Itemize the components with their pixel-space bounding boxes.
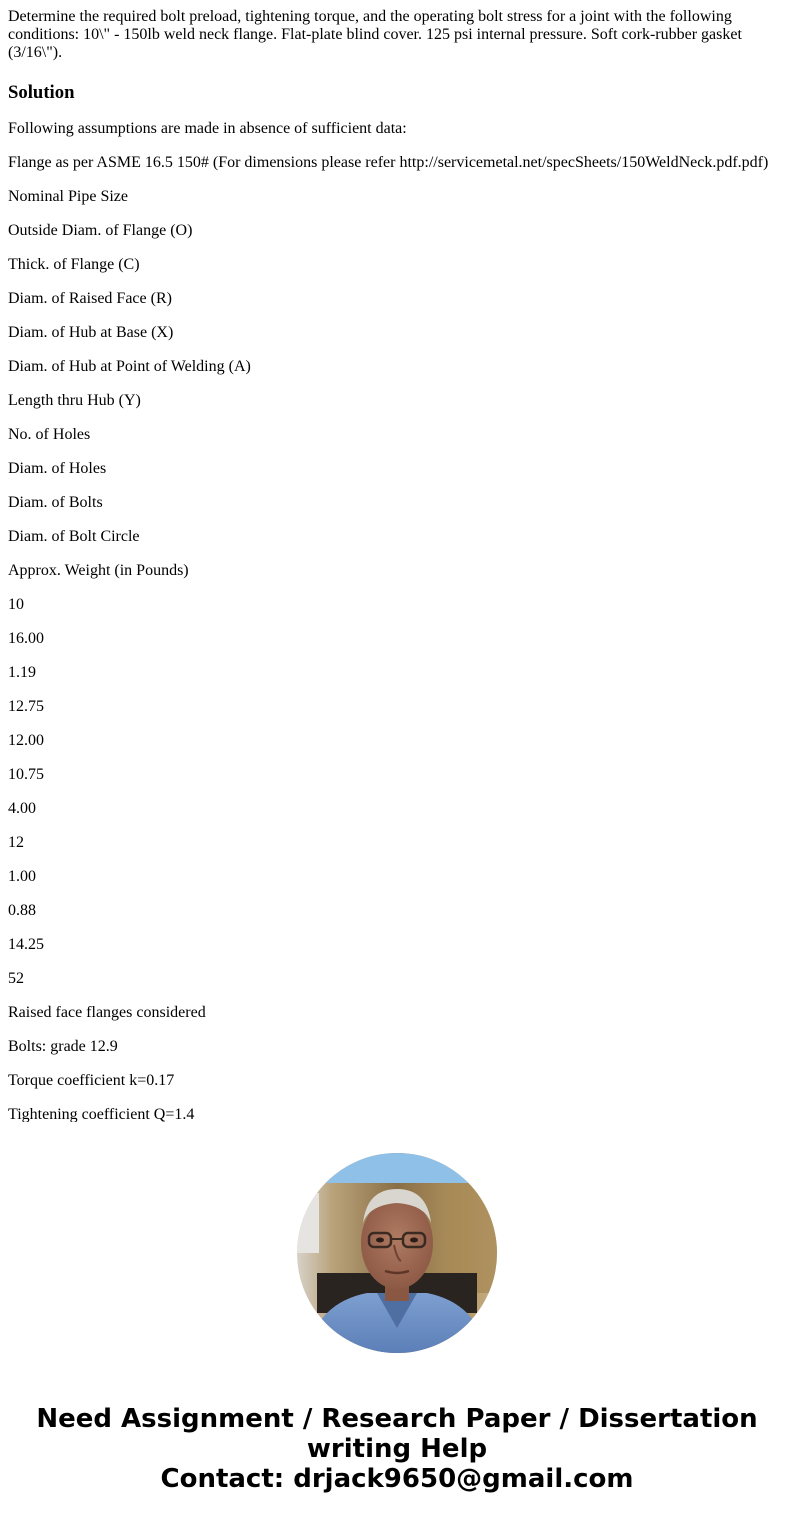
promo-contact: Contact: drjack9650@gmail.com xyxy=(160,1464,634,1494)
solution-paragraph: Raised face flanges considered xyxy=(8,1004,206,1021)
solution-body xyxy=(8,120,786,1122)
solution-paragraph: 12 xyxy=(8,834,24,851)
solution-paragraph: 1.00 xyxy=(8,868,36,885)
solution-paragraph: Outside Diam. of Flange (O) xyxy=(8,222,193,239)
solution-paragraph: 10 xyxy=(8,596,24,613)
document-content xyxy=(8,8,786,1122)
solution-paragraph: Diam. of Bolt Circle xyxy=(8,528,140,545)
solution-paragraph: Diam. of Hub at Base (X) xyxy=(8,324,174,341)
solution-paragraph: Thick. of Flange (C) xyxy=(8,256,140,273)
solution-paragraph: Length thru Hub (Y) xyxy=(8,392,141,409)
solution-paragraph: 12.75 xyxy=(8,698,44,715)
solution-paragraph: No. of Holes xyxy=(8,426,91,443)
solution-paragraph: Diam. of Bolts xyxy=(8,494,103,511)
solution-paragraph: 4.00 xyxy=(8,800,36,817)
author-avatar xyxy=(297,1153,497,1353)
solution-paragraph: Tightening coefficient Q=1.4 xyxy=(8,1106,195,1122)
solution-paragraph: Diam. of Holes xyxy=(8,460,107,477)
solution-paragraph: Diam. of Raised Face (R) xyxy=(8,290,172,307)
solution-paragraph: Following assumptions are made in absence of sufficient data: xyxy=(8,120,407,137)
question-text: Determine the required bolt preload, tightening torque, and the operating bolt stress for a joint with the following conditions: 10\" - 150lb weld neck flange. Flat-plate blind cover. 125 psi internal pressure. Soft cork-rubber gasket (3/16\"). xyxy=(8,8,742,61)
solution-paragraph: 0.88 xyxy=(8,902,36,919)
solution-paragraph: Torque coefficient k=0.17 xyxy=(8,1072,175,1089)
promo-line-1: Need Assignment / Research Paper / Dissertation xyxy=(36,1404,758,1434)
solution-paragraph: 12.00 xyxy=(8,732,44,749)
solution-paragraph: Diam. of Hub at Point of Welding (A) xyxy=(8,358,251,375)
promo-banner xyxy=(0,1404,794,1494)
solution-paragraph: Nominal Pipe Size xyxy=(8,188,128,205)
solution-paragraph: 1.19 xyxy=(8,664,36,681)
solution-paragraph: 16.00 xyxy=(8,630,44,647)
solution-paragraph: Bolts: grade 12.9 xyxy=(8,1038,118,1055)
solution-paragraph: 52 xyxy=(8,970,24,987)
solution-heading: Solution xyxy=(8,82,75,103)
solution-paragraph: Approx. Weight (in Pounds) xyxy=(8,562,189,579)
avatar-photo xyxy=(297,1153,497,1353)
solution-paragraph: 10.75 xyxy=(8,766,44,783)
promo-line-2: writing Help xyxy=(306,1434,488,1464)
solution-paragraph: Flange as per ASME 16.5 150# (For dimensions please refer http://servicemetal.net/specSheets/150WeldNeck.pdf.pdf) xyxy=(8,154,769,171)
solution-paragraph: 14.25 xyxy=(8,936,44,953)
